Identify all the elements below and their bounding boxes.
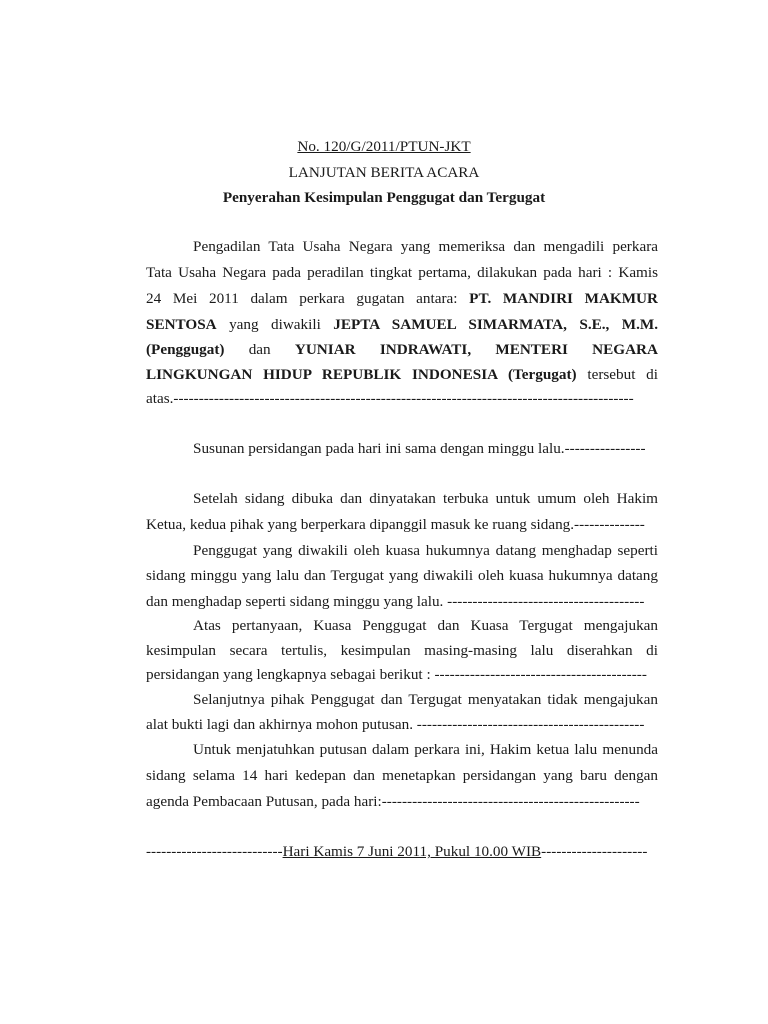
p4-line-1: Selanjutnya pihak Penggugat dan Tergugat menyatakan tidak mengajukan — [193, 691, 658, 708]
case-number: No. 120/G/2011/PTUN-JKT — [297, 138, 471, 155]
p1-line-1: Setelah sidang dibuka dan dinyatakan terbuka untuk umum oleh Hakim — [193, 490, 658, 507]
susunan-line: Susunan persidangan pada hari ini sama dengan minggu lalu.---------------- — [193, 440, 646, 457]
plaintiff-company: PT. MANDIRI MAKMUR — [469, 290, 658, 307]
p2-line-2: sidang minggu yang lalu dan Tergugat yang diwakili oleh kuasa hukumnya datang — [146, 567, 658, 584]
intro-line-7: atas.------------------------------------------------------------------------------------------- — [146, 390, 634, 407]
intro-line-6: LINGKUNGAN HIDUP REPUBLIK INDONESIA (Tergugat) tersebut di — [146, 366, 658, 383]
intro-line-1: Pengadilan Tata Usaha Negara yang memeriksa dan mengadili perkara — [193, 238, 658, 255]
p5-line-2: sidang selama 14 hari kedepan dan menetapkan persidangan yang baru dengan — [146, 767, 658, 784]
p3-line-1: Atas pertanyaan, Kuasa Penggugat dan Kuasa Tergugat mengajukan — [193, 617, 658, 634]
document-subtitle: Penyerahan Kesimpulan Penggugat dan Tergugat — [222, 189, 546, 206]
document-title: LANJUTAN BERITA ACARA — [288, 164, 480, 181]
plaintiff-representative: JEPTA SAMUEL SIMARMATA, S.E., M.M. — [333, 316, 658, 333]
intro-line-2: Tata Usaha Negara pada peradilan tingkat pertama, dilakukan pada hari : Kamis — [146, 264, 658, 281]
p3-line-2: kesimpulan secara tertulis, kesimpulan masing-masing lalu diserahkan di — [146, 642, 658, 659]
intro-line-4: SENTOSA yang diwakili JEPTA SAMUEL SIMARMATA, S.E., M.M. — [146, 316, 658, 333]
next-hearing-date: Hari Kamis 7 Juni 2011, Pukul 10.00 WIB — [282, 843, 542, 860]
p3-line-3: persidangan yang lengkapnya sebagai berikut : ------------------------------------------ — [146, 666, 647, 683]
intro-line-5: (Penggugat) dan YUNIAR INDRAWATI, MENTERI NEGARA — [146, 341, 658, 358]
p5-line-3: agenda Pembacaan Putusan, pada hari:--------------------------------------------------- — [146, 793, 640, 810]
p2-line-3: dan menghadap seperti sidang minggu yang lalu. --------------------------------------- — [146, 593, 645, 610]
defendant-name: YUNIAR INDRAWATI, MENTERI NEGARA — [294, 341, 658, 358]
p1-line-2: Ketua, kedua pihak yang berperkara dipanggil masuk ke ruang sidang.-------------- — [146, 516, 645, 533]
p2-line-1: Penggugat yang diwakili oleh kuasa hukumnya datang menghadap seperti — [193, 542, 658, 559]
p5-line-1: Untuk menjatuhkan putusan dalam perkara ini, Hakim ketua lalu menunda — [193, 741, 658, 758]
next-hearing-line: ---------------------------Hari Kamis 7 Juni 2011, Pukul 10.00 WIB--------------------- — [146, 843, 648, 860]
intro-line-3: 24 Mei 2011 dalam perkara gugatan antara: PT. MANDIRI MAKMUR — [146, 290, 658, 307]
p4-line-2: alat bukti lagi dan akhirnya mohon putusan. --------------------------------------------- — [146, 716, 645, 733]
